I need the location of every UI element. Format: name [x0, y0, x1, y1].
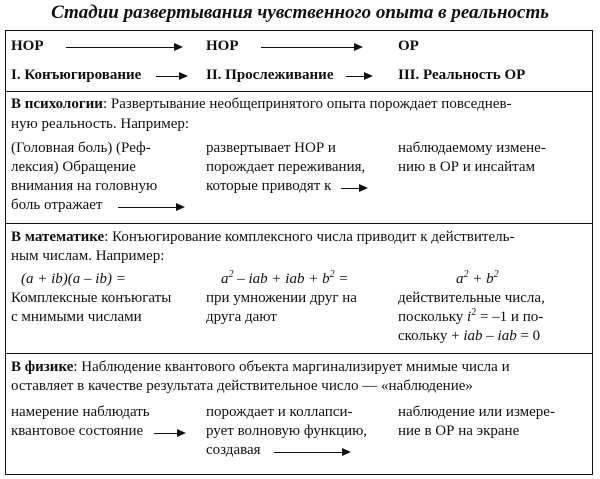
header-nor-2: НОР: [206, 38, 239, 54]
math-formula-3: $a^2 + b^2$: [456, 269, 499, 287]
psychology-col1-line: внимания на головную: [11, 178, 158, 194]
arrow-right-icon: [261, 47, 361, 48]
physics-col2-line: порождает и коллапси-: [206, 404, 353, 420]
math-col2-line: при умножении друг на: [206, 290, 357, 306]
arrow-right-icon: [274, 452, 349, 453]
physics-col2-line: рует волновую функцию,: [206, 423, 368, 439]
arrow-right-icon: [341, 188, 366, 189]
arrow-right-icon: [156, 76, 186, 77]
math-intro-2: ным числам. Например:: [11, 248, 165, 264]
physics-col1-line: намерение наблюдать: [11, 404, 150, 420]
stage-2-label: II. Прослеживание: [206, 67, 334, 83]
arrow-right-icon: [66, 47, 181, 48]
stage-3-label: III. Реальность ОР: [398, 67, 526, 83]
stages-table: [5, 30, 593, 475]
psychology-col1-line: (Головная боль) (Реф-: [11, 140, 151, 156]
stage-1-label: I. Конъюгирование: [11, 67, 142, 83]
arrow-right-icon: [346, 76, 371, 77]
physics-col1-line: квантовое состояние: [11, 423, 144, 439]
physics-intro: В физике: Наблюдение квантового объекта маргинализирует мнимые числа и: [11, 359, 510, 375]
psychology-col1-line: лексия) Обращение: [11, 159, 136, 175]
psychology-col2-line: порождает переживания,: [206, 159, 366, 175]
math-col2-line: друга дают: [206, 309, 277, 325]
math-col1-line: с мнимыми числами: [11, 309, 142, 325]
math-col3-line: скольку + iab – iab = 0: [398, 328, 541, 344]
math-formula-2: $a^2$ – iab + iab + $b^2$ =: [221, 269, 349, 287]
arrow-right-icon: [154, 433, 184, 434]
header-nor-1: НОР: [11, 38, 44, 54]
psychology-intro: В психологии: Развертывание необщепринятого опыта порождает повседнев-: [11, 96, 512, 112]
divider: [6, 223, 592, 224]
physics-col3-line: наблюдение или измере-: [398, 404, 555, 420]
psychology-col2-line: которые приводят к: [206, 178, 332, 194]
psychology-col3-line: нию в ОР и инсайтам: [398, 159, 536, 175]
arrow-right-icon: [118, 207, 183, 208]
math-intro: В математике: Конъюгирование комплексного числа приводит к действитель-: [11, 229, 515, 245]
psychology-col1-line: боль отражает: [11, 197, 103, 213]
physics-col2-line: создавая: [206, 442, 261, 458]
math-col3-line: поскольку $i^2 = -1$ и по-: [398, 307, 544, 325]
divider: [6, 91, 592, 92]
psychology-col3-line: наблюдаемому измене-: [398, 140, 546, 156]
header-or: ОР: [398, 38, 419, 54]
page-title: Стадии развертывания чувственного опыта в реальность: [51, 2, 549, 23]
psychology-intro-2: ную реальность. Например:: [11, 116, 190, 132]
math-col3-line: действительные числа,: [398, 290, 545, 306]
physics-intro-2: оставляет в качестве результата действительное число — «наблюдение»: [11, 378, 473, 394]
psychology-col2-line: развертывает НОР и: [206, 140, 336, 156]
math-col1-line: Комплексные конъюгаты: [11, 290, 172, 306]
divider: [6, 353, 592, 354]
math-formula-1: (a + ib)(a – ib) =: [21, 271, 126, 287]
physics-col3-line: ние в ОР на экране: [398, 423, 520, 439]
